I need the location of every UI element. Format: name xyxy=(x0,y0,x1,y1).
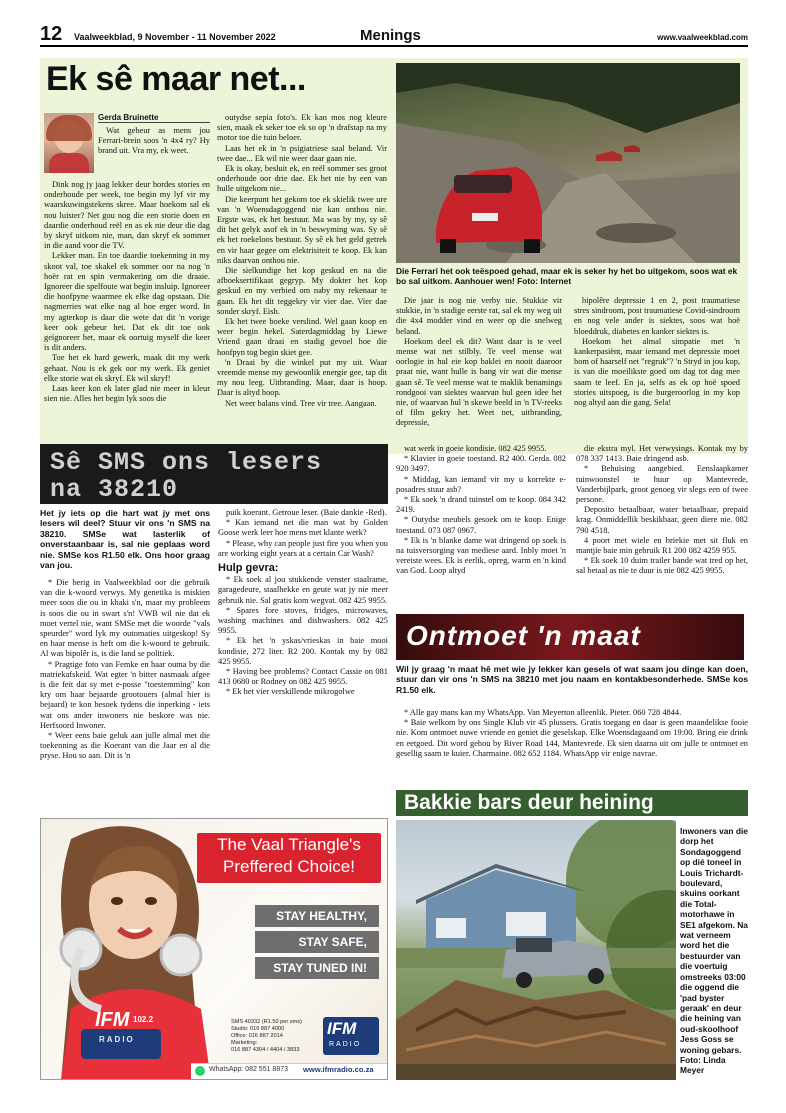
section-title: Menings xyxy=(360,27,421,44)
sms-intro: Het jy iets op die hart wat jy met ons lesers wil deel? Stuur vir ons 'n SMS na 38210. SMSe wat lasterlik of onverstaanbaar is, sal nie geplaas word nie. SMSe kos R1.50 elk. Ons hoor graag van jou. xyxy=(40,508,210,571)
column-title: Ek sê maar net... xyxy=(46,60,306,98)
whatsapp-icon xyxy=(195,1066,205,1076)
author-photo xyxy=(44,113,94,173)
bakkie-photo-art xyxy=(396,820,676,1080)
ad-tag-2: STAY SAFE, xyxy=(255,931,379,953)
column-text-1: Wat gebeur as mens jou Ferrari-brein soos 'n 4x4 ry? Hy brand uit. Vra my, ek weet. xyxy=(98,126,210,156)
sms-col-3: wat werk in goeie kondisie. 082 425 9955. * Klavier in goeie toestand. R2 400. Gerda. 082 920 3497. * Middag, kan iemand vir my u korrekte e-posadres stuur asb? * Ek soek 'n drand tuinstel om te koop. 084 342 2419. * Outydse meubels gesoek om te koop. Enige toestand. 073 087 0967. * Ek is 'n blanke dame wat dringend op soek is na tuisversorging van mediese aard. Inbly moet 'n vereiste wees. Ek is eerlik, opreg, warm en 'n kind van God. Loop altyd xyxy=(396,444,566,576)
ferrari-photo-art xyxy=(396,63,740,263)
ad-headline-2: Preffered Choice! xyxy=(223,857,355,876)
author-name: Gerda Bruinette xyxy=(98,113,210,123)
publication-date: Vaalweekblad, 9 November - 11 November 2022 xyxy=(74,32,276,42)
sms-col-4: die ekstra myl. Het verwysings. Kontak my by 078 337 1413. Baie dringend asb. * Behuising aangebied. Eenslaapkamer tuinwoonstel te huur op Mantevrede, Vanderbijlpark, groot genoeg vir slegs een of twee persone. Deposito betaalbaar, water betaalbaar, prepaid krag. Onmiddellik beskikbaar, geen diere nie. 082 790 4518. 4 poort met wiele en briekie met sit fluk en mantjie baie min gebruik R1 200 082 4259 955. * Ek soek 10 duim trailer bande wat tred op het, sal betaal as nie te duur is nie 082 425 9955. xyxy=(576,444,748,576)
ad-tag-1: STAY HEALTHY, xyxy=(255,905,379,927)
column-text-1b: Dink nog jy jaag lekker deur hordes stories en onderhoude per week, toe begin my lyf vir my waarskuwingstekens skree. Maar hoekom sal ek nou luister? Net gou nog die een storie doen en daardie onderhoud reël en as ek nie deur die dag by skryf uitkom nie, man, dan skryf ek sommer in die aand voor die TV. Lekker man. En toe daardie toekenning in my skoot val, toe skakel ek sommer oor na nog 'n hoër rat en spin vermakering om die draaie. Ignoreer die spelfoute wat begin insluip. Ignoreer die hoofpyne waarmee ek elke dag opstaan. Die nagmerries wat elke nag al hoe erger word. In my agterkop is daar die wete dat dit 'n vorige keer ook gebeur het. Dat ek dit toe ook geïgnoreer het, maar ek oortuig myself die keer is dit anders. Toe het ek hard gewerk, maak dit my werk gehaat. Nou is ek gek oor my werk. Ek geniet elke storie wat ek skryf. Ek wil skryf! Laas keer kon ek later glad nie meer in kleur sien nie. Alles het begin lyk soos die xyxy=(44,180,210,404)
ferrari-photo xyxy=(396,63,740,263)
column-text-2: outydse sepia foto's. Ek kan mos nog kleure sien, maak ek seker toe ek so op 'n drafstap na my motor toe die tuin beloer. Laas het ek in 'n psigiatriese saal beland. Vir twee dae... Ek wil nie weer daar gaan nie. Ek is okay, besluit ek, en reël sommer ses groot onderhoude oor drie dae. Ek het nie by een van hulle uitgekom nie... Die keerpunt het gekom toe ek skielik twee ure van 'n Woensdagoggend nie kan onthou nie. Ergste was, ek het bestuur. Ma was by my, sy sê dit het gelyk asof ek in 'n beswyming was. Sy sê ek het roekeloos bestuur. Sy sê ek het geld getrek en vir haar gegee om elektrisiteit te koop. Ek kan niks daarvan onthou nie. Die sielkundige het kop geskud en na die afboeksertifikaat gegryp. My dokter het kop geskud en my verbied om naby my rekenaar te gaan. Ek het dit teggekry vir vier dae. Vier dae sonder skryf. Eish. Ek het twee boeke verslind. Wel gaan koop en weer begin hekel. Saterdagmiddag by Liewe Vriend gaan draai en stadig gevoel hoe die hoofpyn tog begin skiet gee. 'n Draai by die winkel put my uit. Waar vreemde mense my gewoonlik energie gee, tap dit my nou leeg. Uitbranding. Maar, daar is hoop. Daar is altyd hoop. Net weer balans vind. Tree vir tree. Aangaan. xyxy=(217,113,387,408)
ifm-logo-text: IFM xyxy=(95,1009,130,1031)
column-article xyxy=(40,58,748,454)
ontmoet-banner-text: Ontmoet 'n maat xyxy=(406,620,641,651)
ferrari-photo-caption: Die Ferrari het ook teëspoed gehad, maar ek is seker hy het bo uitgekom, soos wat ek bo sal uitkom. Aanhouer wen! Foto: Internet xyxy=(396,266,738,286)
ifm-logo-sub: RADIO xyxy=(99,1035,135,1044)
column-text-3: Die jaar is nog nie verby nie. Stukkie vir stukkie, in 'n stadige eerste rat, sal ek my weg uit die 4x4 modder vind en weer op die snelweg beland. Hoekom deel ek dit? Want daar is te veel mense wat net stilbly. Te veel mense wat oorlogie in hul eie kop baklei en nooit daaroor praat nie, want hulle is bang vir wat die mense gaan sê. Te veel mense wat te maklik benamings rondgooi van siektes waarvan hul geen idee het nie, of waarvan hul 'n skewe beeld in 'n TV-reeks of film gekry het. Weet net, uitbranding, depressie, xyxy=(396,296,562,428)
ifm-logo-right-text: IFM xyxy=(327,1019,357,1038)
bakkie-title: Bakkie bars deur heining xyxy=(396,790,748,816)
sms-banner-line2: na 38210 xyxy=(50,475,179,504)
bakkie-photo xyxy=(396,820,676,1080)
page-header xyxy=(40,23,748,47)
ad-tag-3: STAY TUNED IN! xyxy=(255,957,379,979)
help-heading: Hulp gevra: xyxy=(218,562,279,575)
ad-headline-1: The Vaal Triangle's xyxy=(217,835,361,854)
ifm-logo-left xyxy=(93,1009,161,1049)
ontmoet-items: * Alle gay mans kan my WhatsApp. Van Meyerton alleenlik. Pieter. 060 728 4844. * Baie welkom by ons Single Klub vir 45 plussers. Gratis toegang en daar is geen maandelikse fooie nie. Kom ontmoet nuwe vriende en geniet die geselskap. Elke Woensdagaand om 19:00. Bring eie drink en eetgoed. Dit word gehou by River Road 144, Mantevrede. Ek sien daarna uit om julle te ontmoet en gesellig saam te kuier. Charmaine. 082 652 1184. WhatsApp vir enige navrae. xyxy=(396,708,748,758)
ad-contacts: SMS 40332 (R1.50 per sms) Studio: 016 887 4000 Office: 016 887 2014 Marketing: 016 887 4304 / 4404 / 3833 xyxy=(231,1019,302,1053)
bakkie-caption: Inwoners van die dorp het Sondagoggend op dié toneel in Louis Trichardt-boulevard, skuins oorkant die Total-motorhawe in SE1 afgekom. Na wat verneem word het die bestuurder van die voertuig omstreeks 03:00 die oggend die 'pad byster geraak' en deur die heining van oud-skoolhoof Jess Goss se woning gebars. Foto: Linda Meyer xyxy=(680,826,748,1076)
sms-col-1: * Die berig in Vaalweekblad oor die gebruik van die k-woord verwys. My genetika is miskien meer soos die ou in khaki s'n, maar my probleem is soos die ou in swart s'n! VWB wil nie dat ek moet vertel nie, want SMSe met die woorde "vals speurder" word lyk my outomaties uitgeskop! Sy en haar mense is heft om die k-woord te gebruik. Al was bipolêr is, is die land se politiek. * Pragtige foto van Femke en haar ouma by die matriekafskeid. Wat egter 'n bitter nasmaak afgee is die feit dat sy met e-posse "toestemming" kon kry om haar bejaarde grootouers (almal hier is bejaard) te kon besoek tydens die inperking - iets wat ons ander inwoners nie beskore was nie. Herfsoord Inwoner. * Weer eens baie geluk aan julle almal met die toekenning as die Koerant van die Jaar en al die pryse. Hou so aan. Dit is 'n xyxy=(40,578,210,761)
page-number: 12 xyxy=(40,23,63,45)
ontmoet-intro: Wil jy graag 'n maat hê met wie jy lekker kan gesels of wat saam jou dinge kan doen, stuur dan vir ons 'n SMS na 38210 met jou naam en kontakbesonderhede. SMSe kos R1.50 elk. xyxy=(396,664,748,695)
sms-col-2: puik koerant. Getroue leser. (Baie dankie -Red). * Kan iemand net die man wat by Golden Goose werk leer hoe mens met klante werk? * Please, why can people just fire you when you are working eight years at a certain Car Wash? Hulp gevra: * Ek soek al jou stukkende venster staalrame, garagedeure, staalhekke en geute wat jy nie meer gebruik nie. Sal gratis kom wegvat. 082 425 9955. * Spares fore stoves, fridges, microwaves, washing machines and dishwashers. 082 425 9955. * Ek het 'n yskas/vrieskas in baie mooi kondisie, 272 liter. R2 200. Kontak my by 082 425 9955. * Having bee problems? Contact Cassie on 081 413 0680 or Rodney on 082 425 9955. * Ek het vier verskillende mikrogolwe xyxy=(218,508,388,697)
website-url[interactable]: www.vaalweekblad.com xyxy=(657,33,748,42)
ifm-logo-right-sub: RADIO xyxy=(329,1041,362,1048)
ifm-logo-right xyxy=(323,1017,379,1055)
ifm-logo-freq: 102.2 xyxy=(133,1015,154,1024)
ad-web[interactable]: www.ifmradio.co.za xyxy=(303,1065,374,1074)
ontmoet-banner xyxy=(396,614,744,660)
ad-whatsapp: WhatsApp: 082 551 8873 xyxy=(209,1066,289,1073)
sms-banner xyxy=(40,444,388,504)
column-text-4: bipolêre depressie 1 en 2, post traumatiese stres sindroom, post traumatiese Covid-sindroom en nog vele ander is siektes, soos wat hoë bloeddruk, diabetes en kanker siektes is. Hoekom het almal simpatie met 'n kankerpasiënt, maar iemand met depressie moet hom of haarself net "regruk"? 'n Stryd in jou kop, is van die moeilikste goed om dag tot dag mee saam te leef. En ja, selfs as ek op hoë spoed stories uitspoeg, is die burgeroorlog in my kop nog altyd aan die gang. Sela! xyxy=(574,296,740,408)
sms-banner-line1: Sê SMS ons lesers xyxy=(50,448,323,477)
ifm-radio-ad xyxy=(40,818,388,1080)
